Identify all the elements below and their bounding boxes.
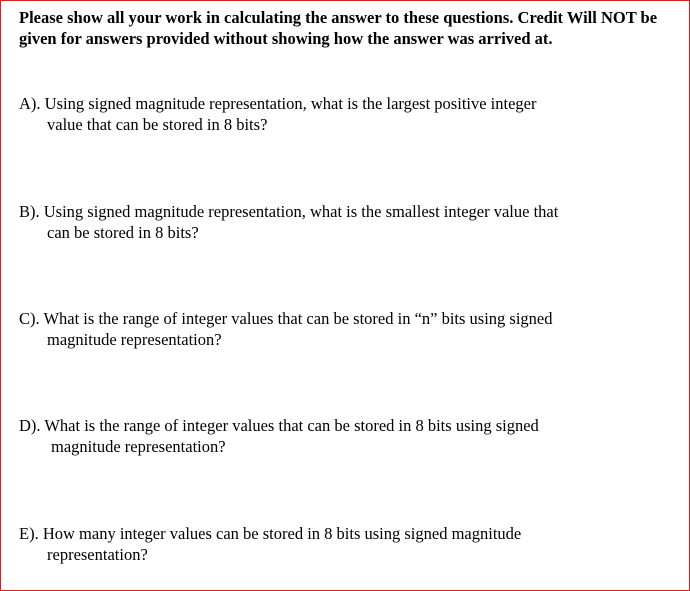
question-e-line2: representation? — [47, 545, 148, 564]
question-c-line2: magnitude representation? — [47, 330, 222, 349]
question-a-line1: A). Using signed magnitude representation, what is the largest positive integer — [19, 94, 537, 113]
question-b — [19, 201, 659, 243]
document-body — [19, 7, 669, 564]
question-d — [19, 415, 659, 457]
question-a-line2: value that can be stored in 8 bits? — [47, 115, 268, 134]
question-c — [19, 308, 659, 350]
instructions-paragraph: Please show all your work in calculating the answer to these questions. Credit Will NOT be given for answers provided without showing how the answer was arrived at. — [19, 8, 658, 48]
question-b-line1: B). Using signed magnitude representation, what is the smallest integer value that — [19, 202, 559, 221]
question-d-line1: D). What is the range of integer values that can be stored in 8 bits using signed — [19, 416, 539, 435]
question-c-line1: C). What is the range of integer values that can be stored in “n” bits using signed — [19, 309, 553, 328]
question-d-line2: magnitude representation? — [51, 437, 226, 456]
question-a — [19, 93, 659, 135]
question-e-line1: E). How many integer values can be stored in 8 bits using signed magnitude — [19, 524, 522, 543]
question-b-line2: can be stored in 8 bits? — [47, 223, 199, 242]
question-e — [19, 523, 659, 565]
